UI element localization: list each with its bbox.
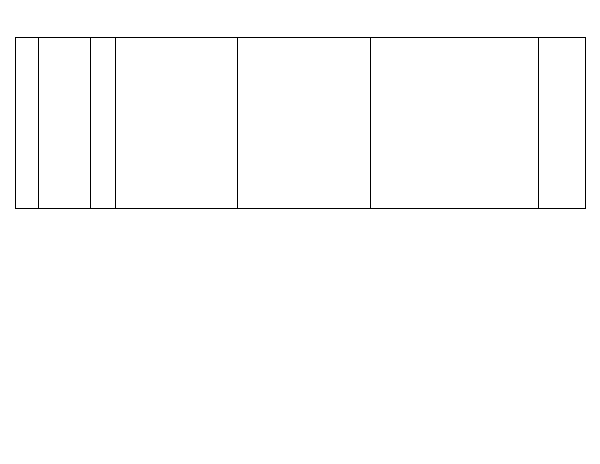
cell-number (16, 38, 39, 209)
cell-contact (238, 38, 371, 209)
recipes-table (15, 37, 586, 209)
cell-locality (39, 38, 91, 209)
cell-participants (116, 38, 238, 209)
table-row-continuation (16, 38, 586, 209)
cell-recipes (371, 38, 539, 209)
cell-spacer (91, 38, 116, 209)
cell-count (539, 38, 586, 209)
